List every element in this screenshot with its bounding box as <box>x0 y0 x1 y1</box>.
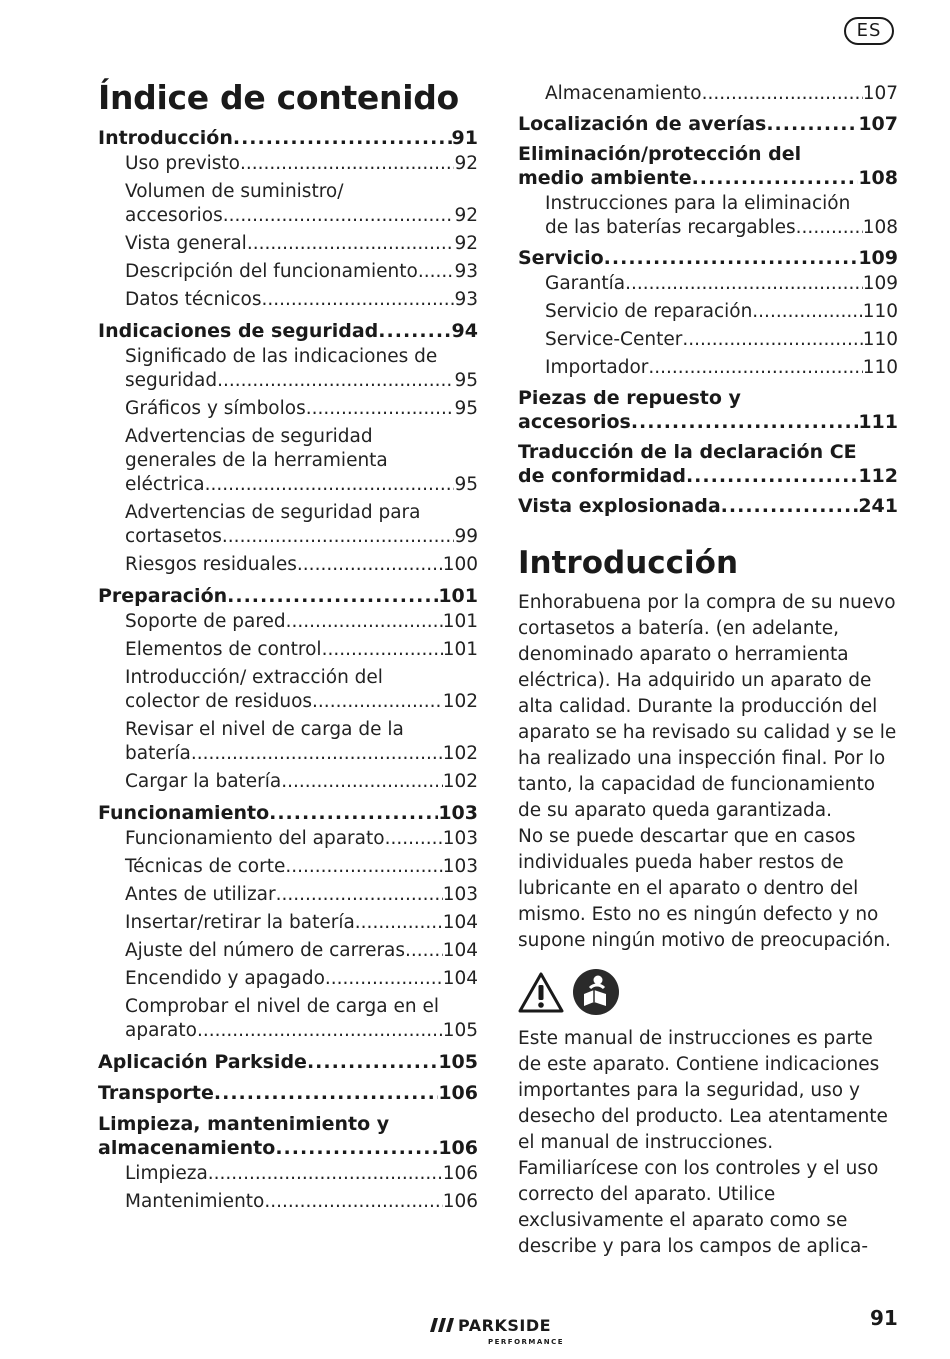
toc-page-number: 106 <box>438 1137 478 1159</box>
toc-page-number: 109 <box>862 273 898 294</box>
toc-leader-dots <box>233 126 452 150</box>
toc-page-number: 103 <box>442 884 478 905</box>
toc-page-number: 95 <box>454 398 478 419</box>
toc-leader-dots <box>686 464 858 488</box>
toc-section-entry <box>98 1081 478 1105</box>
toc-entry-label: Limpieza, mantenimiento y <box>98 1113 390 1135</box>
toc-leader-dots <box>306 397 455 421</box>
toc-subsection-entry <box>98 180 478 228</box>
toc-section-entry <box>518 494 898 518</box>
toc-section-entry <box>98 319 478 343</box>
toc-page-number: 93 <box>454 289 478 310</box>
toc-entry-label: Advertencias de seguridad <box>125 426 373 447</box>
toc-page-number: 92 <box>454 205 478 226</box>
toc-entry-label: Vista explosionada <box>518 495 721 517</box>
toc-entry-label: aparato <box>125 1020 197 1041</box>
toc-entry-label: Funcionamiento del aparato <box>125 828 385 849</box>
toc-leader-dots <box>604 246 859 270</box>
toc-leader-dots <box>223 204 455 228</box>
toc-subsection-entry <box>98 501 478 549</box>
toc-entry-label: Soporte de pared <box>125 611 286 632</box>
toc-entry-label: Ajuste del número de carreras <box>125 940 406 961</box>
toc-entry-label: cortasetos <box>125 526 222 547</box>
toc-subsection-entry <box>98 855 478 879</box>
toc-leader-dots <box>197 1019 443 1043</box>
toc-entry-label: Garantía <box>545 273 626 294</box>
toc-entry-label: Almacenamiento <box>545 83 702 104</box>
toc-entry-label: Advertencias de seguridad para <box>125 502 421 523</box>
toc-subsection-entry <box>518 82 898 106</box>
toc-entry-label: Localización de averías <box>518 113 767 135</box>
toc-entry-label: Comprobar el nivel de carga en el <box>125 996 439 1017</box>
toc-entry-label: Significado de las indicaciones de <box>125 346 438 367</box>
toc-leader-dots <box>247 232 455 256</box>
toc-page-number: 91 <box>451 127 478 149</box>
toc-entry-label: colector de residuos <box>125 691 313 712</box>
toc-left-column <box>98 78 478 1218</box>
toc-subsection-entry <box>98 883 478 907</box>
toc-subsection-entry <box>98 260 478 284</box>
toc-subsection-entry <box>98 1190 478 1214</box>
toc-page-number: 103 <box>442 856 478 877</box>
intro-paragraph: Enhorabuena por la compra de su nuevo cortasetos a batería. (en adelante, denominado aparato o herramienta eléctrica). Ha adquirido un aparato de alta calidad. Durante la producción del aparato se ha revisado su calidad y se le ha realizado una inspección final. Por lo tanto, la capacidad de funcionamiento de su aparato queda garantizada. <box>518 592 897 821</box>
toc-page-number: 95 <box>454 370 478 391</box>
toc-leader-dots <box>648 356 862 380</box>
toc-leader-dots <box>766 112 858 136</box>
toc-page-number: 104 <box>442 968 478 989</box>
toc-subsection-entry <box>98 610 478 634</box>
toc-subsection-entry <box>98 553 478 577</box>
toc-subsection-entry <box>98 967 478 991</box>
toc-entry-label: Instrucciones para la eliminación <box>545 193 851 214</box>
toc-page-number: 105 <box>438 1051 478 1073</box>
read-manual-icon <box>572 968 620 1016</box>
toc-entry-label: Indicaciones de seguridad <box>98 320 379 342</box>
toc-entry-label: Introducción/ extracción del <box>125 667 383 688</box>
toc-entry-label: seguridad <box>125 370 218 391</box>
toc-entry-label: Servicio de reparación <box>545 301 753 322</box>
toc-leader-dots <box>312 690 443 714</box>
toc-section-entry <box>518 142 898 190</box>
toc-subsection-entry <box>98 911 478 935</box>
toc-page-number: 103 <box>442 828 478 849</box>
toc-right-column <box>518 82 898 1260</box>
brand-stripes-icon <box>430 1318 456 1332</box>
toc-leader-dots <box>205 473 455 497</box>
parkside-logo <box>430 1316 590 1352</box>
toc-entry-label: Encendido y apagado <box>125 968 325 989</box>
toc-page-number: 111 <box>858 411 898 433</box>
toc-page-number: 110 <box>862 329 898 350</box>
toc-leader-dots <box>286 610 443 634</box>
toc-entry-label: medio ambiente <box>518 167 692 189</box>
toc-entry-label: Servicio <box>518 247 604 269</box>
toc-entry-label: Riesgos residuales <box>125 554 297 575</box>
toc-page-number: 106 <box>438 1082 478 1104</box>
toc-entry-label: Importador <box>545 357 649 378</box>
toc-entry-label: Antes de utilizar <box>125 884 276 905</box>
toc-section-entry <box>518 112 898 136</box>
toc-page-number: 101 <box>442 611 478 632</box>
toc-leader-dots <box>261 288 454 312</box>
safety-icons <box>518 968 898 1016</box>
toc-subsection-entry <box>98 425 478 497</box>
toc-section-entry <box>98 801 478 825</box>
toc-page-number: 107 <box>862 83 898 104</box>
toc-leader-dots <box>240 152 454 176</box>
intro-paragraph: No se puede descartar que en casos individuales pueda haber restos de lubricante en el aparato o dentro del mismo. Esto no es ningún defecto y no supone ningún motivo de preocupación. <box>518 826 891 951</box>
toc-subsection-entry <box>98 152 478 176</box>
toc-entry-label: Gráficos y símbolos <box>125 398 306 419</box>
toc-entry-label: accesorios <box>518 411 631 433</box>
toc-subsection-entry <box>98 1162 478 1186</box>
toc-leader-dots <box>269 801 438 825</box>
toc-page-number: 92 <box>454 233 478 254</box>
toc-page-number: 92 <box>454 153 478 174</box>
brand-subtitle: PERFORMANCE <box>488 1338 565 1346</box>
intro-paragraph: Este manual de instrucciones es parte de este aparato. Contiene indicaciones importantes para la seguridad, uso y desecho del producto. Lea atentamente el manual de instrucciones. Familiarícese con los controles y el uso correcto del aparato. Utilice exclusivamente el aparato como se describe y para los campos de aplica- <box>518 1028 888 1257</box>
intro-title: Introducción <box>518 545 739 581</box>
toc-leader-dots <box>355 911 443 935</box>
toc-subsection-entry <box>518 192 898 240</box>
toc-entry-label: Cargar la batería <box>125 771 282 792</box>
toc-leader-dots <box>325 967 443 991</box>
toc-leader-dots <box>405 939 443 963</box>
toc-subsection-entry <box>98 232 478 256</box>
toc-page-number: 102 <box>442 743 478 764</box>
toc-leader-dots <box>385 827 443 851</box>
toc-section-entry <box>518 386 898 434</box>
toc-entry-label: Uso previsto <box>125 153 241 174</box>
toc-subsection-entry <box>98 770 478 794</box>
toc-entry-label: Elementos de control <box>125 639 322 660</box>
toc-leader-dots <box>378 319 451 343</box>
toc-subsection-entry <box>98 397 478 421</box>
toc-page-number: 106 <box>442 1191 478 1212</box>
toc-leader-dots <box>752 300 862 324</box>
toc-entry-label: Datos técnicos <box>125 289 262 310</box>
toc-page-number: 103 <box>438 802 478 824</box>
toc-leader-dots <box>276 883 443 907</box>
toc-leader-dots <box>208 1162 443 1186</box>
toc-leader-dots <box>264 1190 442 1214</box>
toc-leader-dots <box>721 494 859 518</box>
toc-entry-label: Piezas de repuesto y <box>518 387 741 409</box>
toc-leader-dots <box>702 82 863 106</box>
toc-subsection-entry <box>518 356 898 380</box>
toc-section-entry <box>98 1112 478 1160</box>
toc-page-number: 112 <box>858 465 898 487</box>
toc-page-number: 104 <box>442 940 478 961</box>
toc-entry-label: de las baterías recargables <box>545 217 796 238</box>
toc-subsection-entry <box>98 939 478 963</box>
toc-page-number: 110 <box>862 301 898 322</box>
toc-entry-label: Funcionamiento <box>98 802 270 824</box>
toc-subsection-entry <box>98 995 478 1043</box>
toc-subsection-entry <box>98 345 478 393</box>
toc-leader-dots <box>227 584 438 608</box>
toc-leader-dots <box>418 260 455 284</box>
toc-entry-label: Vista general <box>125 233 247 254</box>
toc-leader-dots <box>322 638 443 662</box>
toc-page-number: 106 <box>442 1163 478 1184</box>
toc-leader-dots <box>217 369 454 393</box>
toc-leader-dots <box>682 328 862 352</box>
toc-list-left <box>98 126 478 1214</box>
toc-entry-label: Traducción de la declaración CE <box>518 441 857 463</box>
toc-page-number: 94 <box>451 320 478 342</box>
toc-leader-dots <box>625 272 863 296</box>
toc-page-number: 102 <box>442 771 478 792</box>
toc-page-number: 105 <box>442 1020 478 1041</box>
toc-page-number: 95 <box>454 474 478 495</box>
toc-entry-label: almacenamiento <box>98 1137 276 1159</box>
toc-section-entry <box>98 126 478 150</box>
toc-entry-label: Insertar/retirar la batería <box>125 912 355 933</box>
toc-leader-dots <box>692 166 859 190</box>
toc-page-number: 108 <box>862 217 898 238</box>
toc-entry-label: Técnicas de corte <box>125 856 286 877</box>
toc-section-entry <box>98 584 478 608</box>
toc-subsection-entry <box>98 718 478 766</box>
toc-entry-label: Preparación <box>98 585 228 607</box>
toc-subsection-entry <box>98 666 478 714</box>
toc-entry-label: accesorios <box>125 205 223 226</box>
toc-entry-label: Mantenimiento <box>125 1191 265 1212</box>
toc-entry-label: generales de la herramienta <box>125 450 388 471</box>
page-number: 91 <box>870 1306 898 1330</box>
toc-entry-label: Limpieza <box>125 1163 208 1184</box>
toc-section-entry <box>518 246 898 270</box>
toc-entry-label: Introducción <box>98 127 233 149</box>
toc-subsection-entry <box>98 288 478 312</box>
toc-section-entry <box>518 440 898 488</box>
toc-leader-dots <box>285 855 442 879</box>
toc-page-number: 107 <box>858 113 898 135</box>
toc-entry-label: Revisar el nivel de carga de la <box>125 719 404 740</box>
toc-entry-label: batería <box>125 743 191 764</box>
toc-page-number: 109 <box>858 247 898 269</box>
toc-leader-dots <box>222 525 455 549</box>
toc-page-number: 101 <box>438 585 478 607</box>
toc-entry-label: Transporte <box>98 1082 214 1104</box>
toc-subsection-entry <box>98 827 478 851</box>
toc-page-number: 104 <box>442 912 478 933</box>
toc-page-number: 102 <box>442 691 478 712</box>
toc-subsection-entry <box>98 638 478 662</box>
toc-leader-dots <box>191 742 443 766</box>
toc-entry-label: de conformidad <box>518 465 686 487</box>
toc-page-number: 100 <box>442 554 478 575</box>
toc-title: Índice de contenido <box>98 78 459 117</box>
toc-section-entry <box>98 1050 478 1074</box>
toc-leader-dots <box>631 410 858 434</box>
toc-list-right <box>518 82 898 518</box>
toc-page-number: 110 <box>862 357 898 378</box>
brand-name: PARKSIDE <box>458 1316 552 1335</box>
toc-leader-dots <box>297 553 443 577</box>
language-badge: ES <box>844 17 894 45</box>
warning-triangle-icon <box>518 971 564 1013</box>
toc-leader-dots <box>214 1081 438 1105</box>
toc-entry-label: Volumen de suministro/ <box>125 181 344 202</box>
toc-entry-label: Eliminación/protección del <box>518 143 802 165</box>
toc-page-number: 241 <box>858 495 898 517</box>
toc-entry-label: Service-Center <box>545 329 683 350</box>
toc-page-number: 108 <box>858 167 898 189</box>
toc-page-number: 101 <box>442 639 478 660</box>
toc-page-number: 99 <box>454 526 478 547</box>
toc-leader-dots <box>796 216 863 240</box>
toc-subsection-entry <box>518 328 898 352</box>
toc-subsection-entry <box>518 272 898 296</box>
toc-entry-label: Aplicación Parkside <box>98 1051 307 1073</box>
toc-leader-dots <box>275 1136 438 1160</box>
toc-page-number: 93 <box>454 261 478 282</box>
toc-entry-label: eléctrica <box>125 474 205 495</box>
toc-entry-label: Descripción del funcionamiento <box>125 261 418 282</box>
toc-leader-dots <box>307 1050 438 1074</box>
toc-subsection-entry <box>518 300 898 324</box>
toc-leader-dots <box>281 770 442 794</box>
